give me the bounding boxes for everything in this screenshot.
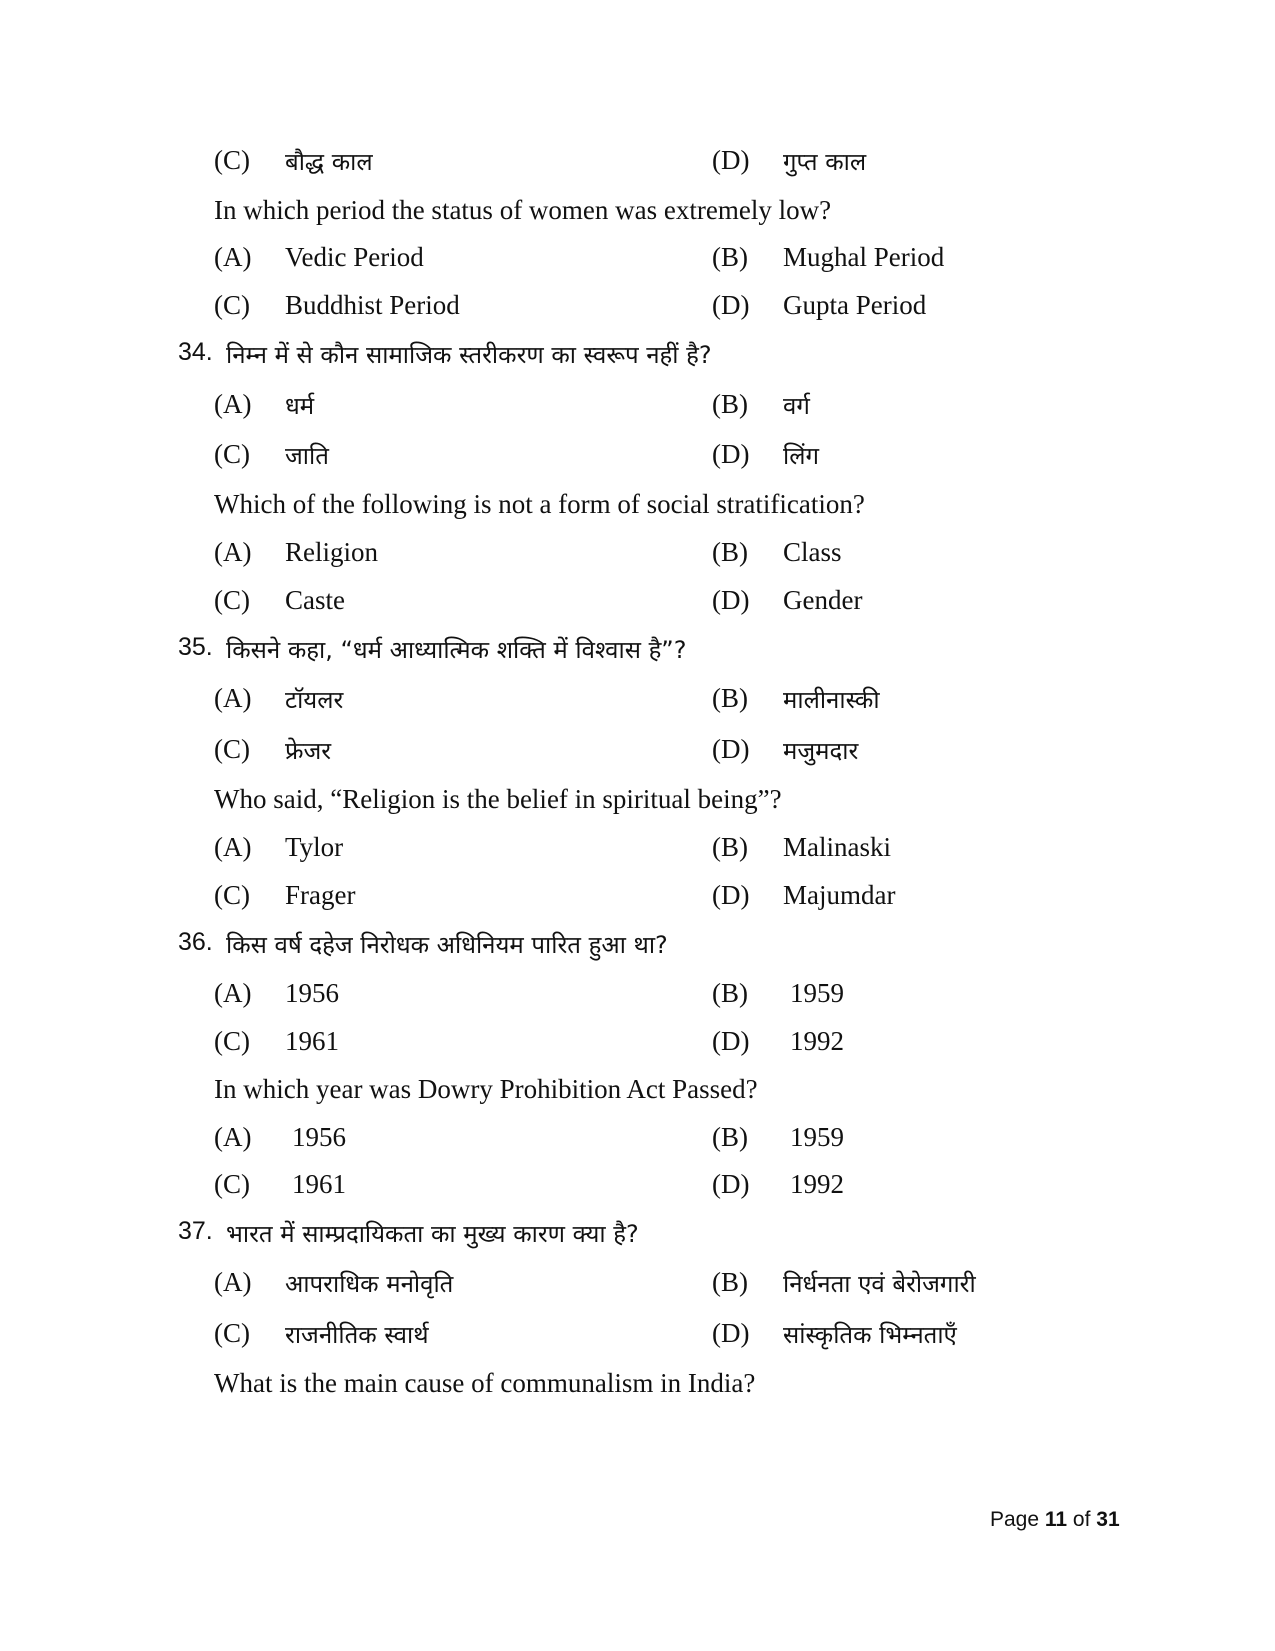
option-text: निर्धनता एवं बेरोजगारी — [783, 1270, 976, 1298]
option-text: 1961 — [292, 1169, 346, 1199]
question-line — [0, 1217, 1275, 1257]
option-label: (C) — [214, 1026, 250, 1056]
option-text: Religion — [285, 537, 378, 567]
option-label: (B) — [712, 683, 748, 713]
option-label: (A) — [214, 683, 252, 713]
page-prefix: Page — [990, 1508, 1045, 1531]
option-row — [0, 1267, 1275, 1307]
option-label: (D) — [712, 1169, 750, 1199]
question-number: 37. — [178, 1217, 213, 1245]
option-text: Malinaski — [783, 832, 891, 862]
option-label: (C) — [214, 1318, 250, 1348]
question-line — [0, 928, 1275, 968]
question-line — [0, 784, 1275, 824]
option-row — [0, 290, 1275, 330]
option-text: मालीनास्की — [783, 686, 880, 714]
option-row — [0, 1169, 1275, 1209]
option-text: 1961 — [285, 1026, 339, 1056]
option-text: Majumdar — [783, 880, 896, 910]
option-row — [0, 978, 1275, 1018]
option-label: (C) — [214, 439, 250, 469]
question-text: किस वर्ष दहेज निरोधक अधिनियम पारित हुआ था? — [226, 931, 668, 959]
option-text: Mughal Period — [783, 242, 945, 272]
question-number: 36. — [178, 928, 213, 956]
option-row — [0, 439, 1275, 479]
option-row — [0, 1122, 1275, 1162]
option-label: (D) — [712, 1026, 750, 1056]
option-text: बौद्ध काल — [285, 148, 373, 176]
question-line — [0, 338, 1275, 378]
option-row — [0, 880, 1275, 920]
option-label: (D) — [712, 734, 750, 764]
option-label: (C) — [214, 1169, 250, 1199]
question-number: 34. — [178, 338, 213, 366]
option-text: 1956 — [292, 1122, 346, 1152]
option-label: (A) — [214, 1267, 252, 1297]
question-line — [0, 633, 1275, 673]
option-label: (A) — [214, 537, 252, 567]
option-label: (B) — [712, 389, 748, 419]
question-line — [0, 195, 1275, 235]
option-text: 1956 — [285, 978, 339, 1008]
option-label: (D) — [712, 439, 750, 469]
option-text: धर्म — [285, 392, 315, 420]
option-label: (A) — [214, 242, 252, 272]
option-label: (C) — [214, 880, 250, 910]
option-label: (D) — [712, 290, 750, 320]
option-text: सांस्कृतिक भिम्नताएँ — [783, 1321, 957, 1349]
option-row — [0, 832, 1275, 872]
option-text: Buddhist Period — [285, 290, 460, 320]
option-text: Gender — [783, 585, 863, 615]
option-row — [0, 585, 1275, 625]
page-middle: of — [1067, 1508, 1097, 1531]
question-line — [0, 489, 1275, 529]
option-text: मजुमदार — [783, 737, 859, 765]
option-text: Class — [783, 537, 842, 567]
option-row — [0, 1026, 1275, 1066]
option-label: (C) — [214, 145, 250, 175]
option-text: वर्ग — [783, 392, 810, 420]
option-text: 1959 — [790, 978, 844, 1008]
option-label: (A) — [214, 389, 252, 419]
option-label: (B) — [712, 1267, 748, 1297]
option-row — [0, 683, 1275, 723]
option-label: (A) — [214, 978, 252, 1008]
question-line — [0, 1368, 1275, 1408]
option-text: फ्रेजर — [285, 737, 332, 765]
question-text: In which period the status of women was extremely low? — [214, 195, 832, 225]
option-row — [0, 537, 1275, 577]
option-label: (A) — [214, 1122, 252, 1152]
option-row — [0, 734, 1275, 774]
option-row — [0, 242, 1275, 282]
option-label: (C) — [214, 585, 250, 615]
option-label: (B) — [712, 242, 748, 272]
option-text: Vedic Period — [285, 242, 424, 272]
option-text: लिंग — [783, 442, 819, 470]
option-text: Caste — [285, 585, 345, 615]
option-row — [0, 145, 1275, 185]
question-text: Which of the following is not a form of social stratification? — [214, 489, 865, 519]
option-text: Gupta Period — [783, 290, 927, 320]
option-label: (C) — [214, 734, 250, 764]
page-current: 11 — [1044, 1508, 1068, 1531]
option-text: 1992 — [790, 1169, 844, 1199]
option-label: (B) — [712, 978, 748, 1008]
option-label: (A) — [214, 832, 252, 862]
question-line — [0, 1074, 1275, 1114]
option-label: (B) — [712, 537, 748, 567]
option-text: Frager — [285, 880, 356, 910]
option-text: राजनीतिक स्वार्थ — [285, 1321, 429, 1349]
option-label: (B) — [712, 1122, 748, 1152]
option-text: जाति — [285, 442, 329, 470]
option-text: Tylor — [285, 832, 344, 862]
question-number: 35. — [178, 633, 213, 661]
option-text: 1959 — [790, 1122, 844, 1152]
option-label: (D) — [712, 880, 750, 910]
option-row — [0, 389, 1275, 429]
question-text: Who said, “Religion is the belief in spiritual being”? — [214, 784, 782, 814]
option-text: आपराधिक मनोवृति — [285, 1270, 454, 1298]
option-row — [0, 1318, 1275, 1358]
option-text: टॉयलर — [285, 686, 344, 714]
question-text: निम्न में से कौन सामाजिक स्तरीकरण का स्वरूप नहीं है? — [226, 341, 712, 369]
page-total: 31 — [1096, 1508, 1120, 1531]
option-label: (D) — [712, 1318, 750, 1348]
question-text: What is the main cause of communalism in India? — [214, 1368, 756, 1398]
option-text: 1992 — [790, 1026, 844, 1056]
option-label: (D) — [712, 145, 750, 175]
question-text: भारत में साम्प्रदायिकता का मुख्य कारण क्या है? — [226, 1220, 639, 1248]
question-text: किसने कहा, “धर्म आध्यात्मिक शक्ति में विश्वास है”? — [226, 636, 687, 664]
option-label: (C) — [214, 290, 250, 320]
question-text: In which year was Dowry Prohibition Act Passed? — [214, 1074, 758, 1104]
option-label: (D) — [712, 585, 750, 615]
page-footer — [990, 1508, 1120, 1532]
option-label: (B) — [712, 832, 748, 862]
option-text: गुप्त काल — [783, 148, 867, 176]
